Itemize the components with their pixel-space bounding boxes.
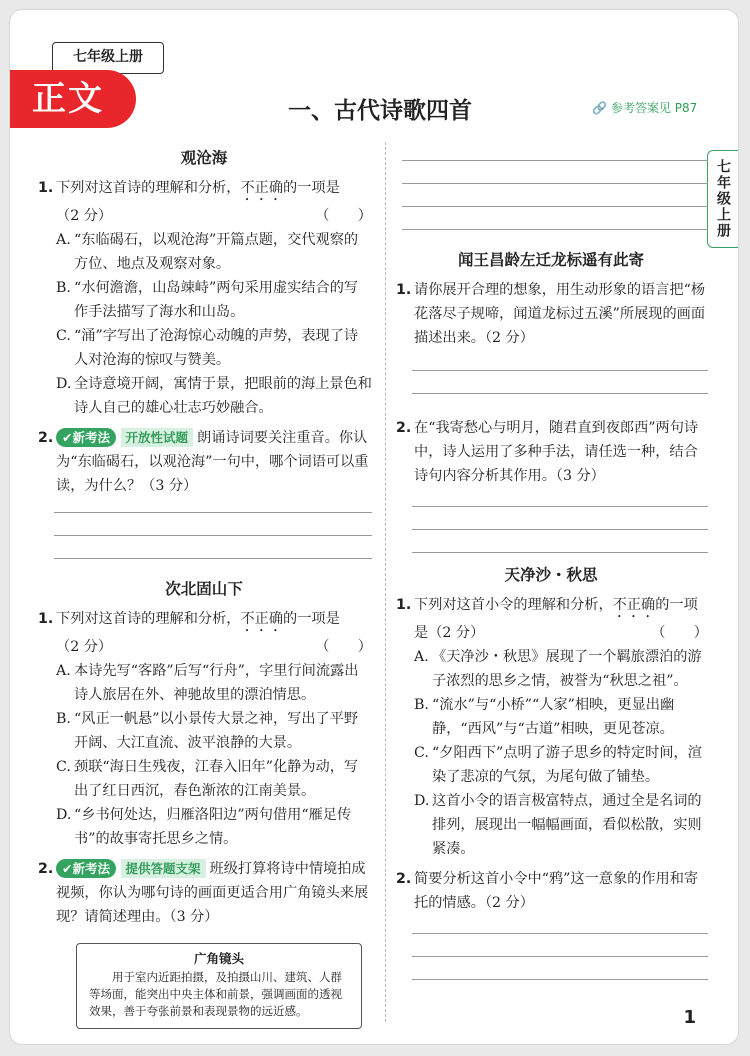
poem-title-wenwangchangling: 闻王昌龄左迁龙标遥有此寄 bbox=[457, 251, 644, 269]
new-method-badge: ✔新考法 bbox=[56, 859, 116, 878]
question-text: 简要分析这首小令中“鸦”这一意象的作用和寄托的情感。（2 分） bbox=[414, 871, 699, 911]
option-d: D. 全诗意境开阔，寓情于景，把眼前的海上景色和诗人自己的雄心壮志巧妙融合。 bbox=[56, 376, 372, 416]
score: 是（2 分） bbox=[414, 625, 485, 641]
answer-bracket[interactable]: （ ） bbox=[315, 208, 372, 224]
question-2-tianjingsha bbox=[394, 867, 708, 915]
question-number: 2. bbox=[38, 430, 54, 446]
option-b: B. “水何澹澹，山岛竦峙”两句采用虚实结合的写作手法描写了海水和山岛。 bbox=[56, 280, 359, 320]
new-method-badge: ✔新考法 bbox=[56, 428, 116, 447]
question-2-guancanghai bbox=[36, 426, 372, 498]
question-text: 班级打算将诗中情境拍成视频，你认为哪句诗的画面更适合用广角镜头来展现？请简述理由。（3 分） bbox=[56, 861, 369, 925]
option-d: D. 这首小令的语言极富特点，通过全是名词的排列，展现出一幅幅画面，看似松散，实则紧凑。 bbox=[414, 793, 702, 857]
link-icon: 🔗 bbox=[592, 101, 607, 115]
option-a: A. 本诗先写“客路”后写“行舟”，字里行间流露出诗人旅居在外、神驰故里的漂泊情思。 bbox=[56, 663, 359, 703]
emphasized-word: 不正确 bbox=[612, 597, 656, 613]
note-text: 用于室内近距拍摄，及拍摄山川、建筑、人群等场面，能突出中央主体和前景，强调画面的透视效果，善于夸张前景和表现景物的远近感。 bbox=[89, 970, 342, 1018]
option-a: A. “东临碣石，以观沧海”开篇点题，交代观察的方位、地点及观察对象。 bbox=[56, 232, 359, 272]
side-grade-tab: 七年级上册 bbox=[707, 150, 738, 248]
question-stem: 下列对这首诗的理解和分析， bbox=[56, 180, 241, 196]
question-1-tianjingsha: 1. 下列对这首小令的理解和分析，不正确的一项 是（2 分） （ ） bbox=[394, 593, 708, 645]
wide-angle-note bbox=[76, 943, 362, 1029]
page-title: 一、古代诗歌四首 bbox=[288, 98, 472, 124]
worksheet-page bbox=[10, 10, 738, 1044]
score: （2 分） bbox=[56, 639, 113, 655]
answer-bracket[interactable]: （ ） bbox=[651, 625, 708, 641]
answer-reference[interactable] bbox=[592, 99, 697, 116]
poem-title-tianjingsha: 天净沙・秋思 bbox=[504, 566, 598, 584]
question-number: 1. bbox=[38, 611, 54, 627]
question-number: 2. bbox=[38, 861, 54, 877]
question-1-guancanghai bbox=[36, 176, 372, 228]
option-b: B. “风正一帆悬”以小景传大景之神，写出了平野开阔、大江直流、波平浪静的大景。 bbox=[56, 711, 359, 751]
question-number: 1. bbox=[396, 282, 412, 298]
question-number: 1. bbox=[38, 180, 54, 196]
question-number: 2. bbox=[396, 871, 412, 887]
option-a: A. 《天净沙・秋思》展现了一个羁旅漂泊的游子浓烈的思乡之情，被誉为“秋思之祖”。 bbox=[414, 649, 702, 689]
page-number: 1 bbox=[683, 1007, 696, 1028]
question-number: 2. bbox=[396, 420, 412, 436]
question-tag: 提供答题支架 bbox=[121, 859, 206, 878]
emphasized-word: 不正确 bbox=[240, 180, 284, 196]
question-text: 请你展开合理的想象，用生动形象的语言把“杨花落尽子规啼，闻道龙标过五溪”所展现的画面描述出来。（2 分） bbox=[414, 282, 706, 346]
option-c: C. “涌”字写出了沧海惊心动魄的声势，表现了诗人对沧海的惊叹与赞美。 bbox=[56, 328, 359, 368]
left-column bbox=[36, 146, 372, 1029]
answer-bracket[interactable]: （ ） bbox=[315, 639, 372, 655]
question-text: 在“我寄愁心与明月，随君直到夜郎西”两句诗中，诗人运用了多种手法，请任选一种，结合诗句内容分析其作用。（3 分） bbox=[414, 420, 699, 484]
answer-line[interactable] bbox=[412, 979, 708, 980]
note-title: 广角镜头 bbox=[193, 951, 244, 966]
poem-title-cibeigushanxia: 次北固山下 bbox=[165, 580, 243, 598]
option-b: B. “流水”与“小桥”“人家”相映，更显出幽静，“西风”与“古道”相映，更见苍凉。 bbox=[414, 697, 675, 737]
question-1-wenwangchangling bbox=[394, 278, 708, 350]
option-d: D. “乡书何处达，归雁洛阳边”两句借用“雁足传书”的故事寄托思乡之情。 bbox=[56, 807, 352, 847]
question-text: 朗诵诗词要关注重音。你认为“东临碣石，以观沧海”一句中，哪个词语可以重读，为什么？（3 分） bbox=[56, 430, 369, 494]
question-number: 1. bbox=[396, 597, 412, 613]
answer-reference-text: 参考答案见 P87 bbox=[610, 101, 698, 115]
question-1-cibeigushanxia: 1. 下列对这首诗的理解和分析，不正确的一项是 （2 分） （ ） bbox=[36, 607, 372, 659]
emphasized-word: 不正确 bbox=[240, 611, 284, 627]
question-2-wenwangchangling bbox=[394, 416, 708, 488]
score: （2 分） bbox=[56, 208, 113, 224]
option-c: C. “夕阳西下”点明了游子思乡的特定时间，渲染了悲凉的气氛，为尾句做了铺垫。 bbox=[414, 745, 702, 785]
option-c: C. 颈联“海日生残夜，江春入旧年”化静为动，写出了红日西沉，春色渐浓的江南美景。 bbox=[56, 759, 359, 799]
question-tag: 开放性试题 bbox=[121, 428, 194, 447]
column-divider bbox=[385, 142, 386, 1022]
grade-label: 七年级上册 bbox=[52, 42, 164, 74]
poem-title-guancanghai: 观沧海 bbox=[180, 149, 228, 167]
section-badge: 正文 bbox=[10, 70, 136, 128]
right-column bbox=[394, 146, 708, 980]
question-2-cibeigushanxia bbox=[36, 857, 372, 929]
question-stem-end: 的一项是 bbox=[283, 180, 340, 196]
